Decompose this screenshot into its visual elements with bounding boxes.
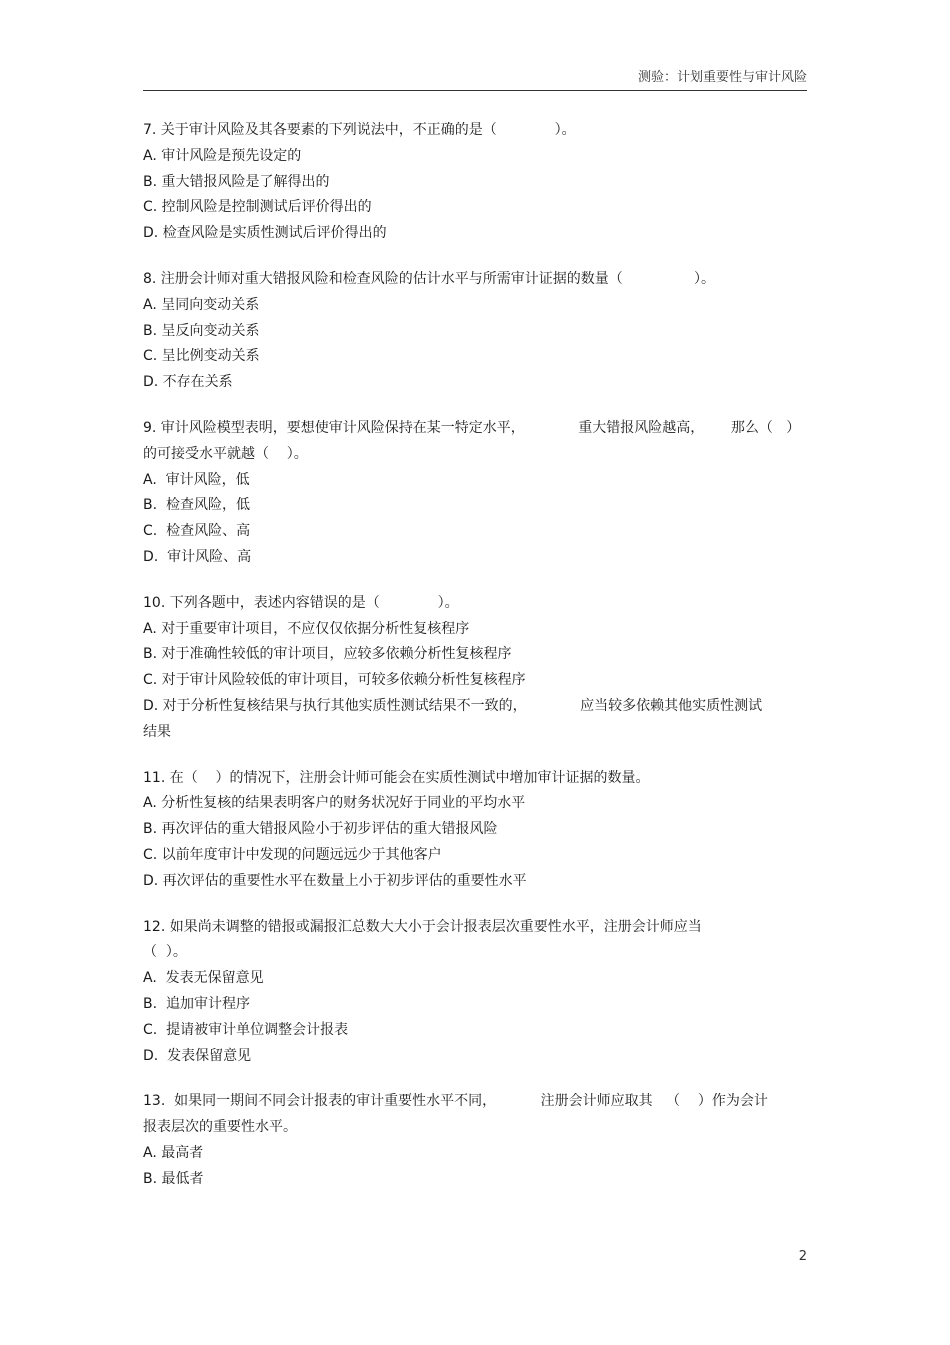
question-stem-continued: 报表层次的重要性水平。: [143, 1119, 297, 1136]
page-number: 2: [798, 1249, 807, 1264]
option-b: B. 检查风险，低: [143, 497, 250, 514]
option-d: D. 发表保留意见: [143, 1047, 252, 1064]
option-d: D. 检查风险是实质性测试后评价得出的: [143, 225, 387, 242]
option-d: D. 对于分析性复核结果与执行其他实质性测试结果不一致的， 应当较多依赖其他实质性测试: [143, 697, 763, 714]
question-11: [143, 766, 807, 895]
question-12: [143, 915, 807, 1070]
option-b: B. 对于准确性较低的审计项目，应较多依赖分析性复核程序: [143, 646, 512, 663]
option-d: D. 审计风险、高: [143, 548, 252, 565]
option-c: C. 提请被审计单位调整会计报表: [143, 1021, 349, 1038]
option-a: A. 对于重要审计项目，不应仅仅依据分析性复核程序: [143, 620, 470, 637]
option-a: A. 审计风险是预先设定的: [143, 147, 302, 164]
question-stem: 9. 审计风险模型表明，要想使审计风险保持在某一特定水平， 重大错报风险越高， 那么（ ）: [143, 419, 801, 436]
option-b: B. 最低者: [143, 1170, 204, 1187]
question-stem: 13. 如果同一期间不同会计报表的审计重要性水平不同， 注册会计师应取其 （ ）作为会计: [143, 1093, 768, 1110]
option-a: A. 呈同向变动关系: [143, 296, 260, 313]
question-stem: 11. 在（ ）的情况下，注册会计师可能会在实质性测试中增加审计证据的数量。: [143, 769, 650, 786]
option-c: C. 对于审计风险较低的审计项目，可较多依赖分析性复核程序: [143, 672, 526, 689]
page-header-title: 测验：计划重要性与审计风险: [637, 70, 807, 85]
option-c: C. 呈比例变动关系: [143, 348, 260, 365]
question-13: [143, 1089, 807, 1192]
question-8: [143, 267, 807, 396]
option-b: B. 呈反向变动关系: [143, 322, 260, 339]
question-stem: 12. 如果尚未调整的错报或漏报汇总数大大小于会计报表层次重要性水平，注册会计师应当: [143, 918, 702, 935]
option-c: C. 以前年度审计中发现的问题远远少于其他客户: [143, 846, 442, 863]
option-b: B. 重大错报风险是了解得出的: [143, 173, 330, 190]
option-a: A. 分析性复核的结果表明客户的财务状况好于同业的平均水平: [143, 795, 526, 812]
question-list: [143, 118, 807, 1212]
question-stem: 7. 关于审计风险及其各要素的下列说法中，不正确的是（ ）。: [143, 122, 576, 138]
option-d: D. 不存在关系: [143, 374, 233, 391]
question-stem-continued: 的可接受水平就越（ ）。: [143, 445, 308, 462]
question-10: [143, 591, 807, 746]
option-d-continued: 结果: [143, 723, 171, 740]
header-divider: [143, 90, 807, 91]
option-a: A. 发表无保留意见: [143, 970, 264, 987]
option-c: C. 检查风险、高: [143, 523, 251, 540]
option-a: A. 最高者: [143, 1144, 204, 1161]
option-b: B. 再次评估的重大错报风险小于初步评估的重大错报风险: [143, 821, 498, 838]
option-c: C. 控制风险是控制测试后评价得出的: [143, 199, 372, 216]
question-stem: 10. 下列各题中，表述内容错误的是（ ）。: [143, 594, 459, 611]
question-stem: 8. 注册会计师对重大错报风险和检查风险的估计水平与所需审计证据的数量（ ）。: [143, 270, 716, 287]
option-a: A. 审计风险，低: [143, 471, 250, 488]
question-7: [143, 118, 807, 247]
option-b: B. 追加审计程序: [143, 995, 250, 1012]
option-d: D. 再次评估的重要性水平在数量上小于初步评估的重要性水平: [143, 872, 527, 889]
question-9: [143, 416, 807, 571]
question-stem-continued: （ ）。: [143, 944, 187, 961]
